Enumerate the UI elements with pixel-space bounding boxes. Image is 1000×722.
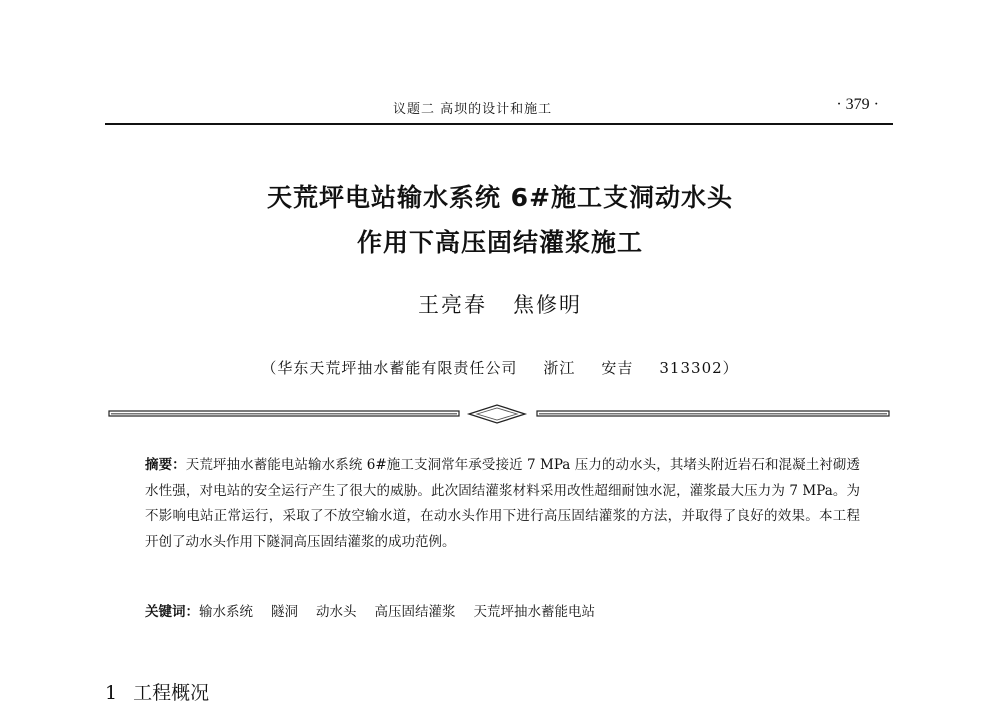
header-section-title: 议题二 高坝的设计和施工 <box>393 102 553 117</box>
author-2: 焦修明 <box>513 293 582 317</box>
affiliation-org: （华东天荒坪抽水蓄能有限责任公司 <box>261 359 518 377</box>
affiliation-postcode: 313302） <box>659 359 739 377</box>
keyword-item: 天荒坪抽水蓄能电站 <box>473 604 595 620</box>
keywords <box>145 600 860 620</box>
page-number: · 379 · <box>836 96 879 113</box>
divider-bar-left-fill <box>111 413 457 415</box>
affiliation-city: 安吉 <box>601 359 634 377</box>
section-number: 1 <box>105 682 118 704</box>
header-rule <box>105 123 893 125</box>
keywords-label: 关键词： <box>145 604 199 620</box>
section-heading <box>105 678 209 705</box>
abstract <box>145 453 860 555</box>
affiliation-province: 浙江 <box>543 359 576 377</box>
paper-title-line-2: 作用下高压固结灌浆施工 <box>356 228 643 257</box>
keyword-item: 高压固结灌浆 <box>374 604 456 620</box>
keyword-item: 输水系统 <box>199 604 253 620</box>
abstract-text: 天荒坪抽水蓄能电站输水系统 6#施工支洞常年承受接近 7 MPa 压力的动水头，其堵头附近岩石和混凝土衬砌透水性强，对电站的安全运行产生了很大的威胁。此次固结灌浆材料采用改性超细耐蚀水泥，灌浆最大压力为 7 MPa。为不影响电站正常运行，采取了不放空输水道，在动水头作用下进行高压固结灌浆的方法，并取得了良好的效果。本工程开创了动水头作用下隧洞高压固结灌浆的成功范例。 <box>145 457 860 550</box>
abstract-label: 摘要： <box>145 457 186 473</box>
paper-title-line-1: 天荒坪电站输水系统 6#施工支洞动水头 <box>266 183 734 212</box>
keyword-item: 隧洞 <box>271 604 298 620</box>
ornamental-divider <box>105 403 893 425</box>
affiliation <box>150 357 850 378</box>
authors <box>150 289 850 319</box>
keyword-item: 动水头 <box>316 604 357 620</box>
section-title: 工程概况 <box>133 682 210 704</box>
divider-bar-right-fill <box>539 413 887 415</box>
author-1: 王亮春 <box>418 293 487 317</box>
running-header <box>105 92 893 126</box>
